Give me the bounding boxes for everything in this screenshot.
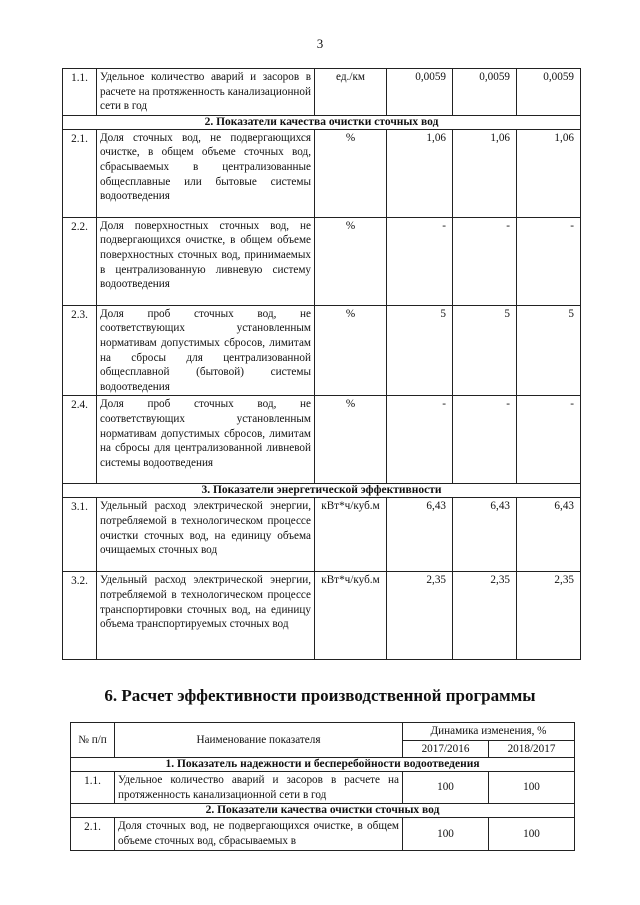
value-cell: 100 <box>489 772 575 804</box>
row-number: 3.2. <box>63 572 97 660</box>
value-cell: 100 <box>403 772 489 804</box>
section-row <box>71 758 575 772</box>
value-cell: 5 <box>387 305 453 396</box>
value-cell: - <box>453 396 517 484</box>
page-number: 3 <box>316 36 324 51</box>
value-cell: - <box>517 217 581 305</box>
header-num: № п/п <box>71 723 115 758</box>
value-cell: 0,0059 <box>453 69 517 116</box>
indicator-name: Удельный расход электрической энергии, потребляемой в технологическом процессе транспортировки сточных вод, на единицу объема транспортируемых сточных вод <box>97 572 315 660</box>
value-cell: 5 <box>453 305 517 396</box>
section-heading: 2. Показатели качества очистки сточных вод <box>63 115 581 129</box>
value-cell: 5 <box>517 305 581 396</box>
value-cell: 6,43 <box>453 498 517 572</box>
row-number: 3.1. <box>63 498 97 572</box>
efficiency-table <box>70 722 575 851</box>
unit-cell: % <box>315 305 387 396</box>
value-cell: 100 <box>489 818 575 850</box>
header-col2: 2018/2017 <box>489 740 575 758</box>
value-cell: 0,0059 <box>387 69 453 116</box>
row-number: 2.4. <box>63 396 97 484</box>
row-number: 1.1. <box>71 772 115 804</box>
unit-cell: % <box>315 217 387 305</box>
table-row <box>63 396 581 484</box>
section-row <box>71 804 575 818</box>
value-cell: - <box>517 396 581 484</box>
unit-cell: % <box>315 396 387 484</box>
table-row <box>63 69 581 116</box>
indicator-name: Удельное количество аварий и засоров в расчете на протяженность канализационной сети в год <box>97 69 315 116</box>
value-cell: - <box>453 217 517 305</box>
indicator-name: Доля проб сточных вод, не соответствующих установленным нормативам допустимых сбросов, лимитам на сбросы для централизованной общесплавной (бытовой) системы водоотведения <box>97 305 315 396</box>
header-col1: 2017/2016 <box>403 740 489 758</box>
value-cell: 6,43 <box>387 498 453 572</box>
value-cell: 2,35 <box>517 572 581 660</box>
table-row <box>63 498 581 572</box>
unit-cell: % <box>315 129 387 217</box>
indicator-name: Удельный расход электрической энергии, потребляемой в технологическом процессе очистки сточных вод, на единицу объема очищаемых сточных вод <box>97 498 315 572</box>
table-row <box>71 818 575 850</box>
value-cell: 1,06 <box>453 129 517 217</box>
row-number: 2.2. <box>63 217 97 305</box>
table-row <box>63 217 581 305</box>
value-cell: - <box>387 217 453 305</box>
value-cell: 1,06 <box>517 129 581 217</box>
value-cell: 6,43 <box>517 498 581 572</box>
section-row <box>63 484 581 498</box>
indicator-name: Доля сточных вод, не подвергающихся очистке, в общем объеме сточных вод, сбрасываемых в централизованные общесплавные или бытовые системы водоотведения <box>97 129 315 217</box>
value-cell: 0,0059 <box>517 69 581 116</box>
section-heading: 1. Показатель надежности и бесперебойности водоотведения <box>71 758 575 772</box>
value-cell: 2,35 <box>387 572 453 660</box>
header-dynamics: Динамика изменения, % <box>403 723 575 741</box>
section-heading: 2. Показатели качества очистки сточных вод <box>71 804 575 818</box>
table-row <box>63 572 581 660</box>
indicator-name: Доля поверхностных сточных вод, не подвергающихся очистке, в общем объеме поверхностных сточных вод, принимаемых в централизованную ливневую систему водоотведения <box>97 217 315 305</box>
indicator-name: Доля проб сточных вод, не соответствующих установленным нормативам допустимых сбросов, лимитам на сбросы для централизованной ливневой системы водоотведения <box>97 396 315 484</box>
header-name: Наименование показателя <box>115 723 403 758</box>
indicator-name: Удельное количество аварий и засоров в расчете на протяженность канализационной сети в год <box>115 772 403 804</box>
section-title: 6. Расчет эффективности производственной программы <box>104 686 536 705</box>
value-cell: 1,06 <box>387 129 453 217</box>
table-row <box>71 772 575 804</box>
row-number: 1.1. <box>63 69 97 116</box>
unit-cell: кВт*ч/куб.м <box>315 572 387 660</box>
row-number: 2.3. <box>63 305 97 396</box>
indicators-table <box>62 68 581 660</box>
unit-cell: ед./км <box>315 69 387 116</box>
table-row <box>63 129 581 217</box>
indicator-name: Доля сточных вод, не подвергающихся очистке, в общем объеме сточных вод, сбрасываемых в <box>115 818 403 850</box>
table-row <box>63 305 581 396</box>
value-cell: 100 <box>403 818 489 850</box>
section-heading: 3. Показатели энергетической эффективности <box>63 484 581 498</box>
value-cell: - <box>387 396 453 484</box>
header-row <box>71 723 575 741</box>
row-number: 2.1. <box>71 818 115 850</box>
section-row <box>63 115 581 129</box>
unit-cell: кВт*ч/куб.м <box>315 498 387 572</box>
row-number: 2.1. <box>63 129 97 217</box>
value-cell: 2,35 <box>453 572 517 660</box>
